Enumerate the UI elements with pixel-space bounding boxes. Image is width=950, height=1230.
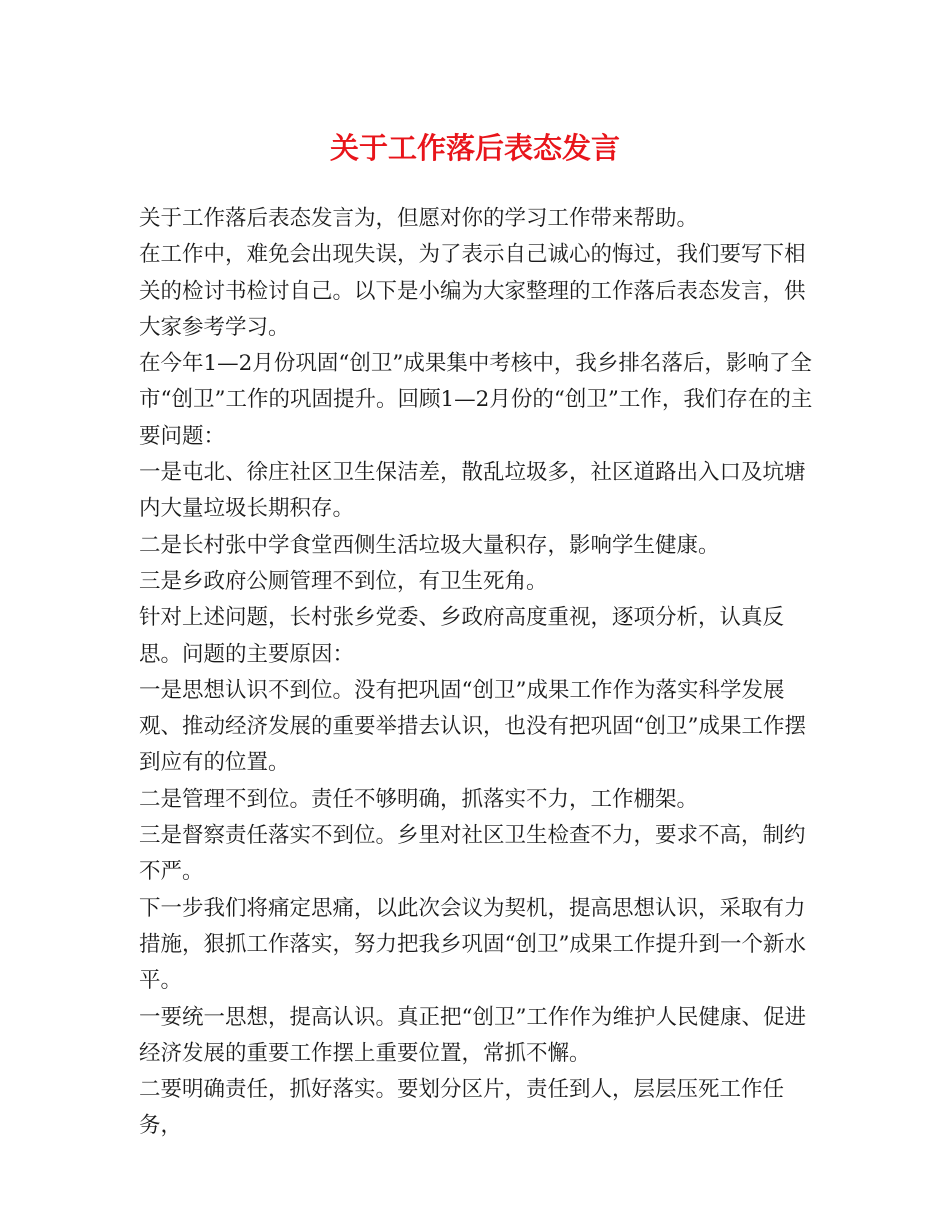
paragraph: 二是长村张中学食堂西侧生活垃圾大量积存，影响学生健康。 xyxy=(139,532,720,558)
paragraph: 在今年1—2月份巩固“创卫”成果集中考核中，我乡排名落后，影响了全市“创卫”工作的巩固提升。回顾1—2月份的“创卫”工作，我们存在的主要问题： xyxy=(139,351,813,449)
paragraph: 二要明确责任，抓好落实。要划分区片，责任到人，层层压死工作任务， xyxy=(139,1077,785,1139)
paragraph: 下一步我们将痛定思痛，以此次会议为契机，提高思想认识，采取有力措施，狠抓工作落实，努力把我乡巩固“创卫”成果工作提升到一个新水平。 xyxy=(139,895,806,994)
document-body xyxy=(139,201,819,1145)
paragraph: 三是乡政府公厕管理不到位，有卫生死角。 xyxy=(139,568,548,594)
paragraph: 一要统一思想，提高认识。真正把“创卫”工作作为维护人民健康、促进经济发展的重要工作摆上重要位置，常抓不懈。 xyxy=(139,1004,806,1066)
paragraph: 二是管理不到位。责任不够明确，抓落实不力，工作棚架。 xyxy=(139,786,699,812)
paragraph: 在工作中，难免会出现失误，为了表示自己诚心的悔过，我们要写下相关的检讨书检讨自己。以下是小编为大家整理的工作落后表态发言，供大家参考学习。 xyxy=(139,242,806,340)
paragraph: 关于工作落后表态发言为，但愿对你的学习工作带来帮助。 xyxy=(139,206,699,231)
document-title: 关于工作落后表态发言 xyxy=(329,131,620,165)
paragraph: 一是屯北、徐庄社区卫生保洁差，散乱垃圾多，社区道路出入口及坑塘内大量垃圾长期积存。 xyxy=(139,460,806,522)
paragraph: 三是督察责任落实不到位。乡里对社区卫生检查不力，要求不高，制约不严。 xyxy=(139,823,806,885)
paragraph: 针对上述问题，长村张乡党委、乡政府高度重视，逐项分析，认真反思。问题的主要原因： xyxy=(139,605,785,667)
paragraph: 一是思想认识不到位。没有把巩固“创卫”成果工作作为落实科学发展观、推动经济发展的重要举措去认识，也没有把巩固“创卫”成果工作摆到应有的位置。 xyxy=(139,677,806,776)
